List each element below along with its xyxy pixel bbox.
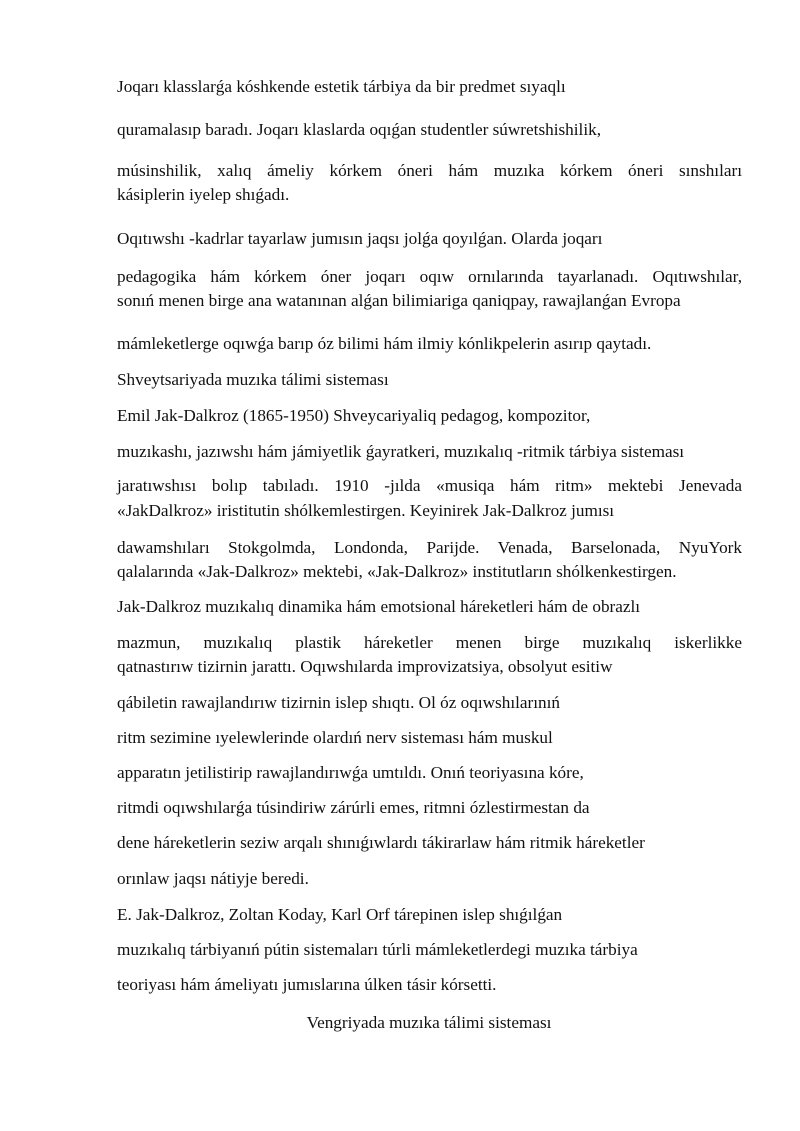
text-line: músinshilik, xalıq ámeliy kórkem óneri hám muzıka kórkem óneri sınshıları bbox=[117, 161, 742, 180]
text-line: «JakDalkroz» iristitutin shólkemlestirgen. Keyinirek Jak-Dalkroz jumısı bbox=[117, 501, 615, 520]
text-line: orınlaw jaqsı nátiyje beredi. bbox=[117, 869, 309, 888]
text-line: teoriyası hám ámeliyatı jumıslarına úlken tásir kórsetti. bbox=[117, 975, 497, 994]
text-line: quramalasıp baradı. Joqarı klaslarda oqıǵan studentler súwretshishilik, bbox=[117, 120, 601, 139]
text-line: Joqarı klasslarǵa kóshkende estetik tárbiya da bir predmet sıyaqlı bbox=[117, 77, 566, 96]
text-line: dene háreketlerin seziw arqalı shınıǵıwlardı tákirarlaw hám ritmik háreketler bbox=[117, 833, 645, 852]
text-line: muzıkalıq tárbiyanıń pútin sistemaları túrli mámleketlerdegi muzıka tárbiya bbox=[117, 940, 638, 959]
text-line: ritmdi oqıwshılarǵa túsindiriw zárúrli emes, ritmni ózlestirmestan da bbox=[117, 798, 590, 817]
text-line: Emil Jak-Dalkroz (1865-1950) Shveycariyaliq pedagog, kompozitor, bbox=[117, 406, 591, 425]
text-line: pedagogika hám kórkem óner joqarı oqıw ornılarında tayarlanadı. Oqıtıwshılar, bbox=[117, 267, 742, 286]
text-line: muzıkashı, jazıwshı hám jámiyetlik ǵayratkeri, muzıkalıq -ritmik tárbiya sisteması bbox=[117, 442, 685, 461]
text-line: mámleketlerge oqıwǵa barıp óz bilimi hám ilmiy kónlikpelerin asırıp qaytadı. bbox=[117, 334, 652, 353]
text-line: apparatın jetilistirip rawajlandırıwǵa umtıldı. Onıń teoriyasına kóre, bbox=[117, 763, 584, 782]
text-line: qalalarında «Jak-Dalkroz» mektebi, «Jak-Dalkroz» institutların shólkenkestirgen. bbox=[117, 562, 677, 581]
text-line: qábiletin rawajlandırıw tizirnin islep shıqtı. Ol óz oqıwshılarınıń bbox=[117, 693, 560, 712]
text-line: sonıń menen birge ana watanınan alǵan bilimiariga qaniqpay, rawajlanǵan Evropa bbox=[117, 291, 681, 310]
text-line: Oqıtıwshı -kadrlar tayarlaw jumısın jaqsı jolǵa qoyılǵan. Olarda joqarı bbox=[117, 229, 603, 248]
section-heading: Shveytsariyada muzıka tálimi sisteması bbox=[117, 370, 389, 389]
section-heading: Vengriyada muzıka tálimi sisteması bbox=[306, 1013, 552, 1032]
text-line: jaratıwshısı bolıp tabıladı. 1910 -jılda «musiqa hám ritm» mektebi Jenevada bbox=[117, 476, 742, 495]
text-line: E. Jak-Dalkroz, Zoltan Koday, Karl Orf tárepinen islep shıǵılǵan bbox=[117, 905, 563, 924]
text-line: ritm sezimine ıyelewlerinde olardıń nerv sisteması hám muskul bbox=[117, 728, 553, 747]
text-line: mazmun, muzıkalıq plastik háreketler menen birge muzıkalıq iskerlikke bbox=[117, 633, 742, 652]
text-line: Jak-Dalkroz muzıkalıq dinamika hám emotsional háreketleri hám de obrazlı bbox=[117, 597, 641, 616]
text-line: qatnastırıw tizirnin jarattı. Oqıwshılarda improvizatsiya, obsolyut esitiw bbox=[117, 657, 613, 676]
text-line: kásiplerin iyelep shıǵadı. bbox=[117, 185, 290, 204]
text-line: dawamshıları Stokgolmda, Londonda, Parijde. Venada, Barselonada, NyuYork bbox=[117, 538, 742, 557]
